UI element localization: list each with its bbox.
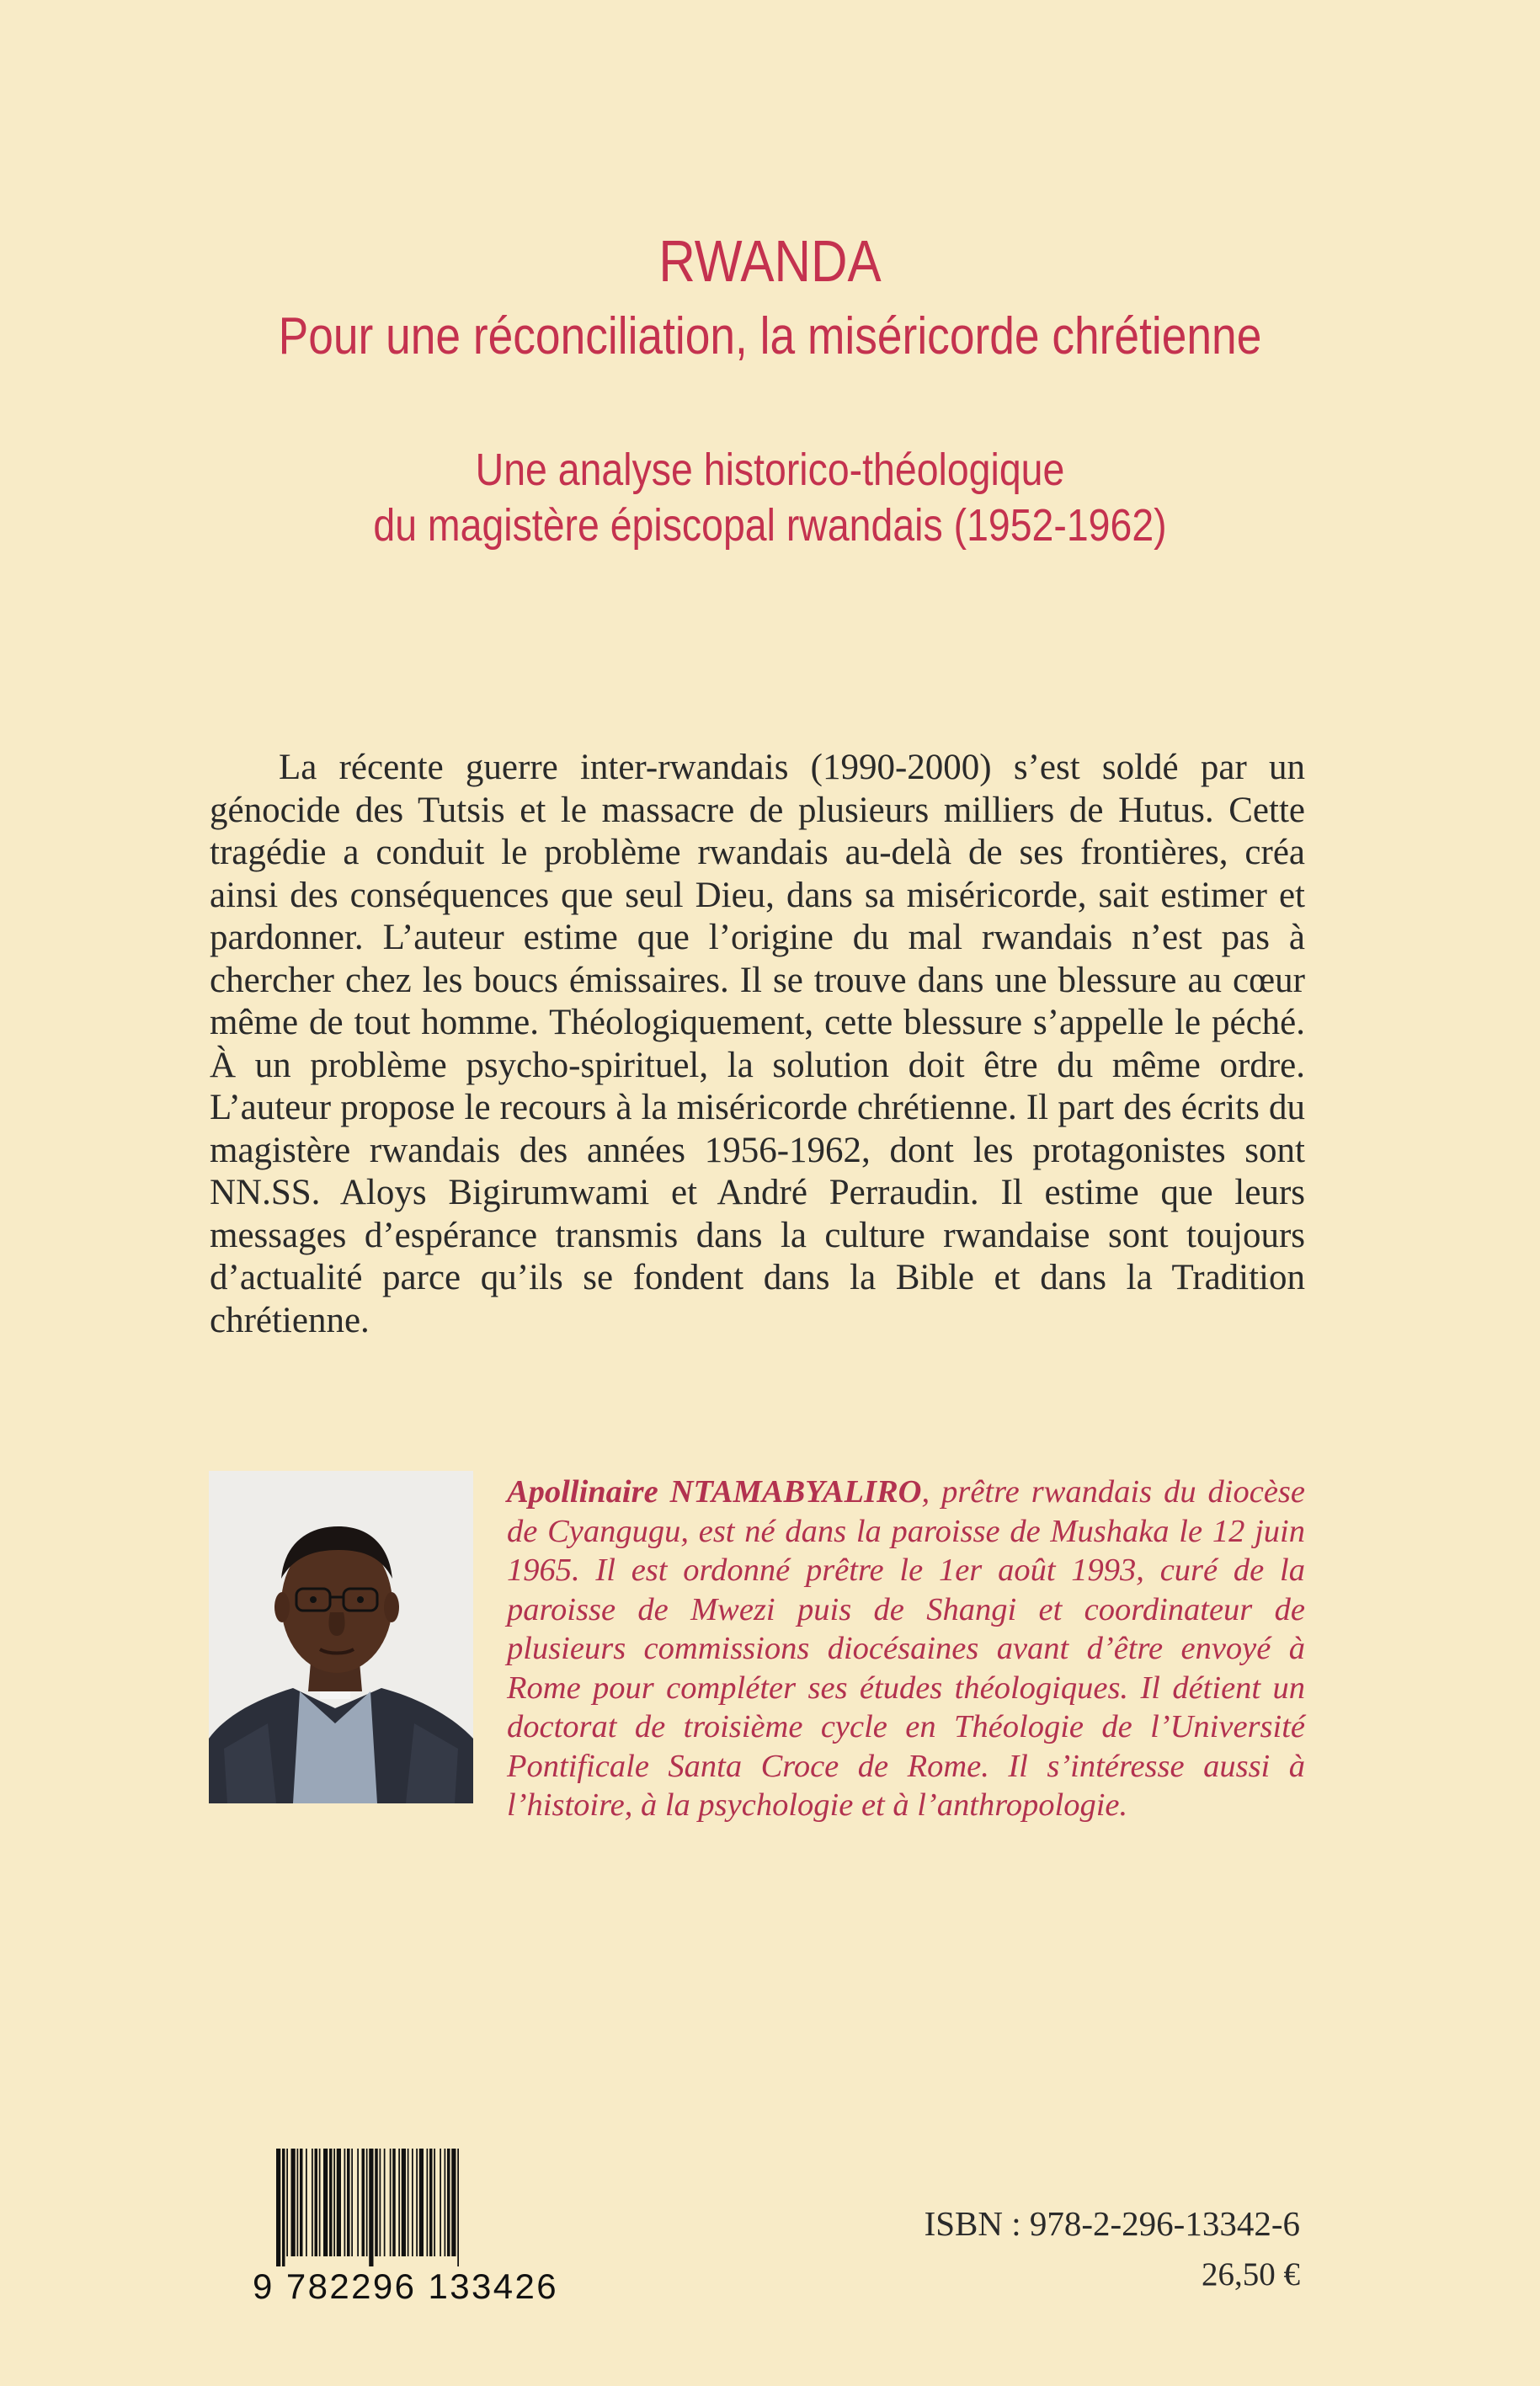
barcode-bar bbox=[276, 2149, 280, 2266]
barcode-bar bbox=[457, 2149, 459, 2266]
barcode-bar bbox=[323, 2149, 328, 2256]
barcode-bar bbox=[369, 2149, 373, 2266]
barcode-bar bbox=[451, 2149, 456, 2256]
barcode-bar bbox=[315, 2149, 318, 2256]
barcode-bar bbox=[306, 2149, 307, 2256]
barcode-bar bbox=[319, 2149, 321, 2256]
barcode-bar bbox=[398, 2149, 400, 2256]
barcode-bar bbox=[357, 2149, 359, 2256]
author-bio-text: , prêtre rwandais du diocèse de Cyangugu, est né dans la paroisse de Mushaka le 12 juin 1965. Il est ordonné prêtre le 1er août 1993, curé de la paroisse de Mwezi puis de Shangi et coordinateur de plusieurs commissions diocésaines avant d’être envoyé à Rome pour compléter ses études théologiques. Il détient un doctorat de troisième cycle en Théologie de l’Université Pontificale Santa Croce de Rome. Il s’intéresse aussi à l’histoire, à la psychologie et à l’anthropologie. bbox=[507, 1474, 1305, 1823]
author-name: Apollinaire NTAMABYALIRO bbox=[507, 1474, 922, 1510]
back-cover-summary: La récente guerre inter-rwandais (1990-2000) s’est soldé par un génocide des Tutsis et le massacre de plusieurs milliers de Hutus. Cette tragédie a conduit le problème rwandais au-delà de ses frontières, créa ainsi des conséquences que seul Dieu, dans sa miséricorde, sait estimer et pardonner. L’auteur estime que l’origine du mal rwandais n’est pas à chercher chez les boucs émissaires. Il se trouve dans une blessure au cœur même de tout homme. Théologiquement, cette blessure s’appelle le péché. À un problème psycho-spirituel, la solution doit être du même ordre. L’auteur propose le recours à la miséricorde chrétienne. Il part des écrits du magistère rwandais des années 1956-1962, dont les protagonistes sont NN.SS. Aloys Bigirumwami et André Perraudin. Il estime que leurs messages d’espérance transmis dans la culture rwandaise sont toujours d’actualité parce qu’ils se fondent dans la Bible et dans la Tradition chrétienne. bbox=[210, 748, 1305, 1340]
barcode-icon bbox=[276, 2149, 579, 2266]
barcode-bar bbox=[375, 2149, 378, 2256]
barcode-bar bbox=[434, 2149, 435, 2256]
barcode-bar bbox=[312, 2149, 313, 2256]
barcode-bar bbox=[300, 2149, 303, 2256]
barcode bbox=[253, 2149, 579, 2307]
barcode-bar bbox=[344, 2149, 346, 2256]
subtitle-line-2: du magistère épiscopal rwandais (1952-1962) bbox=[373, 500, 1167, 551]
barcode-bar bbox=[408, 2149, 409, 2256]
barcode-bar bbox=[427, 2149, 429, 2256]
book-title-subtitle: Pour une réconciliation, la miséricorde chrétienne bbox=[278, 307, 1262, 365]
barcode-bar bbox=[333, 2149, 335, 2256]
barcode-bar bbox=[282, 2149, 285, 2266]
barcode-digits: 9 782296 133426 bbox=[253, 2266, 558, 2306]
barcode-bar bbox=[366, 2149, 368, 2256]
barcode-bar bbox=[351, 2149, 353, 2256]
barcode-bar bbox=[347, 2149, 350, 2256]
barcode-bar bbox=[390, 2149, 392, 2256]
author-photo bbox=[209, 1471, 473, 1803]
barcode-bar bbox=[337, 2149, 341, 2256]
barcode-bar bbox=[380, 2149, 381, 2256]
barcode-bar bbox=[362, 2149, 365, 2256]
barcode-bar bbox=[447, 2149, 450, 2256]
barcode-bar bbox=[429, 2149, 433, 2256]
barcode-bar bbox=[402, 2149, 406, 2256]
barcode-bar bbox=[291, 2149, 296, 2256]
barcode-bar bbox=[416, 2149, 418, 2256]
subtitle-line-1: Une analyse historico-théologique bbox=[475, 445, 1065, 495]
title-block bbox=[0, 226, 1540, 369]
price: 26,50 € bbox=[1202, 2256, 1300, 2293]
author-portrait-icon bbox=[209, 1471, 473, 1803]
barcode-bar bbox=[419, 2149, 424, 2256]
author-bio bbox=[507, 1473, 1305, 1825]
barcode-bar bbox=[384, 2149, 386, 2256]
barcode-bar bbox=[297, 2149, 299, 2256]
barcode-bar bbox=[329, 2149, 333, 2256]
barcode-bar bbox=[286, 2149, 288, 2256]
subtitle-block bbox=[0, 442, 1540, 553]
barcode-bar bbox=[392, 2149, 396, 2256]
book-title: RWANDA bbox=[658, 228, 882, 294]
barcode-bar bbox=[440, 2149, 441, 2256]
barcode-bar bbox=[412, 2149, 413, 2256]
isbn: ISBN : 978-2-296-13342-6 bbox=[924, 2204, 1300, 2243]
barcode-bar bbox=[445, 2149, 446, 2256]
